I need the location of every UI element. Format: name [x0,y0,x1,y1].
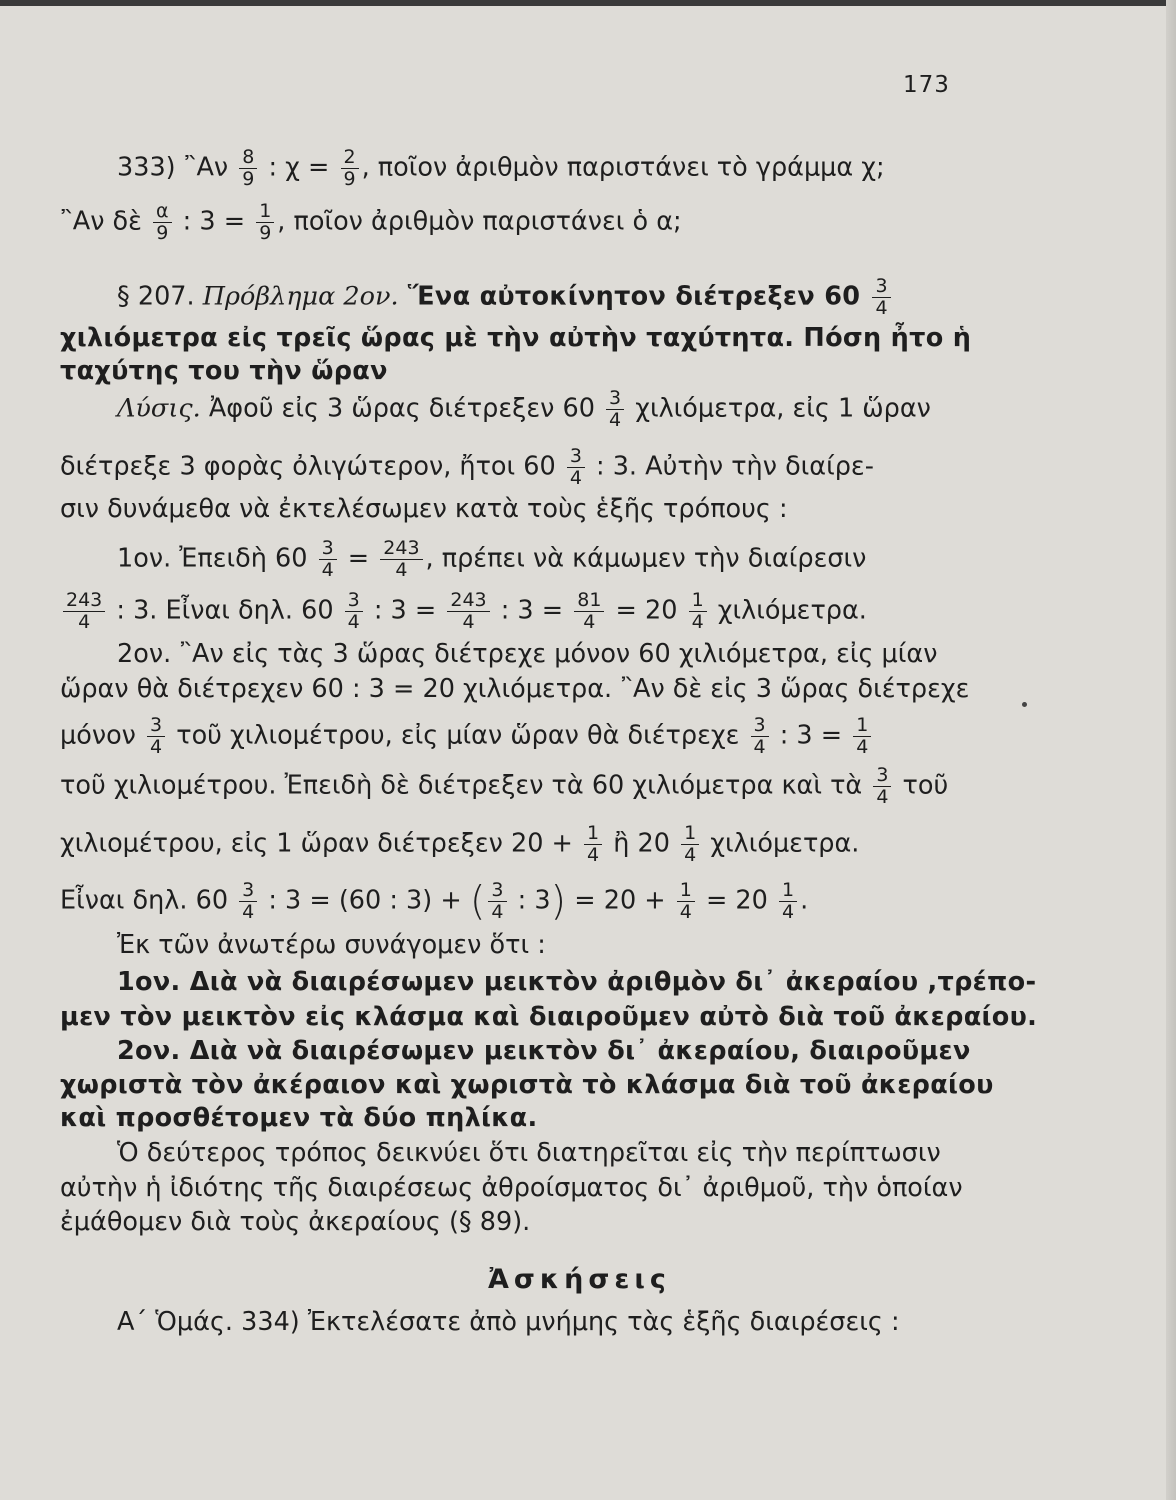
solution-line-2: διέτρεξε 3 φορὰς ὀλιγώτερον, ἤτοι 60 $\frac{3}{4}$ : 3. Αὐτὴν τὴν διαίρε- [60,445,874,489]
fraction: $\frac{3}{4}$ [751,715,769,758]
solution-line-3: σιν δυνάμεθα νὰ ἐκτελέσωμεν κατὰ τοὺς ἑξῆς τρόπους : [60,494,788,524]
fraction: $\frac{2}{9}$ [341,147,359,190]
fraction: $\frac{3}{4}$ [147,715,165,758]
fraction: $\frac{81}{4}$ [574,590,604,633]
remark-line-1: Ὁ δεύτερος τρόπος δεικνύει ὅτι διατηρεῖται εἰς τὴν περίπτωσιν [117,1138,941,1168]
fraction: $\frac{8}{9}$ [239,147,257,190]
remark-line-2: αὐτὴν ἡ ἰδιότης τῆς διαιρέσεως ἀθροίσματος δι᾽ ἀριθμοῦ, τὴν ὁποίαν [60,1173,963,1203]
fraction: $\frac{3}{4}$ [873,765,891,808]
fraction: $\frac{3}{4}$ [239,880,257,923]
fraction: $\frac{3}{4}$ [319,538,337,581]
fraction: $\frac{1}{9}$ [256,201,274,244]
ink-speck [1022,702,1027,707]
problem-333-line-2: ῍Αν δὲ $\frac{\alpha}{9}$ : 3 = $\frac{1}{9}$ , ποῖον ἀριθμὸν παριστάνει ὁ α; [60,200,682,244]
page-number: 173 [903,72,950,98]
remark-line-3: ἐμάθομεν διὰ τοὺς ἀκεραίους (§ 89). [60,1207,531,1237]
rule-2-line-1: 2ον. Διὰ νὰ διαιρέσωμεν μεικτὸν δι᾽ ἀκεραίου, διαιροῦμεν [117,1036,971,1066]
method-2-line-5: χιλιομέτρου, εἰς 1 ὥραν διέτρεξεν 20 + $\frac{1}{4}$ ἢ 20 $\frac{1}{4}$ χιλιόμετρα. [60,822,860,866]
fraction: $\frac{1}{4}$ [584,823,602,866]
fraction: $\frac{243}{4}$ [380,538,422,581]
scan-top-edge [0,0,1176,6]
method-2-line-1: 2ον. ῍Αν εἰς τὰς 3 ὥρας διέτρεχε μόνον 60 χιλιόμετρα, εἰς μίαν [117,639,938,669]
fraction: $\frac{1}{4}$ [853,715,871,758]
solution-line-1: Λύσις. Ἀφοῦ εἰς 3 ὥρας διέτρεξεν 60 $\frac{3}{4}$ χιλιόμετρα, εἰς 1 ὥραν [117,387,931,431]
fraction: $\frac{1}{4}$ [689,590,707,633]
method-2-line-6: Εἶναι δηλ. 60 $\frac{3}{4}$ : 3 = (60 : 3) + ( $\frac{3}{4}$ : 3) = 20 + $\frac{1}{4}$ = 20 $\frac{1}{4}$ . [60,878,809,925]
rule-2-line-2: χωριστὰ τὸν ἀκέραιον καὶ χωριστὰ τὸ κλάσμα διὰ τοῦ ἀκεραίου [60,1070,994,1100]
fraction: $\frac{\alpha}{9}$ [153,201,172,244]
section-207-heading: § 207. Πρόβλημα 2ον. Ἕνα αὐτοκίνητον διέτρεξεν 60 $\frac{3}{4}$ [117,276,894,319]
fraction: $\frac{3}{4}$ [345,590,363,633]
method-2-line-2: ὥραν θὰ διέτρεχεν 60 : 3 = 20 χιλιόμετρα. ῍Αν δὲ εἰς 3 ὥρας διέτρεχε [60,674,970,704]
scan-right-edge [1166,0,1176,1500]
rule-2-line-3: καὶ προσθέτομεν τὰ δύο πηλίκα. [60,1103,538,1133]
fraction: $\frac{243}{4}$ [63,590,105,633]
fraction: $\frac{1}{4}$ [677,880,695,923]
fraction: $\frac{3}{4}$ [488,880,506,923]
exercise-334-line: Α΄ Ὁμάς. 334) Ἐκτελέσατε ἀπὸ μνήμης τὰς ἑξῆς διαιρέσεις : [117,1307,900,1337]
fraction: $\frac{1}{4}$ [681,823,699,866]
problem-333-line-1: 333) ῍Αν $\frac{8}{9}$ : χ = $\frac{2}{9}$ , ποῖον ἀριθμὸν παριστάνει τὸ γράμμα χ; [117,146,885,190]
fraction: $\frac{3}{4}$ [567,446,585,489]
rule-1-line-1: 1ον. Διὰ νὰ διαιρέσωμεν μεικτὸν ἀριθμὸν δι᾽ ἀκεραίου ,τρέπο- [117,967,1037,997]
rule-1-line-2: μεν τὸν μεικτὸν εἰς κλάσμα καὶ διαιροῦμεν αὐτὸ διὰ τοῦ ἀκεραίου. [60,1002,1038,1032]
exercises-heading: Ἀσκήσεις [488,1264,671,1295]
method-1-line-2: $\frac{243}{4}$ : 3. Εἶναι δηλ. 60 $\frac{3}{4}$ : 3 = $\frac{243}{4}$ : 3 = $\frac{81}{4}$ = 20 $\frac{1}{4}$ χιλιόμετρα. [60,590,867,633]
fraction: $\frac{1}{4}$ [779,880,797,923]
section-207-line-3: ταχύτης του τὴν ὥραν [60,356,388,386]
fraction: $\frac{3}{4}$ [872,276,890,319]
method-2-line-3: μόνον $\frac{3}{4}$ τοῦ χιλιομέτρου, εἰς μίαν ὥραν θὰ διέτρεχε $\frac{3}{4}$ : 3 = $\frac{1}{4}$ [60,715,874,758]
fraction: $\frac{3}{4}$ [606,388,624,431]
section-207-line-2: χιλιόμετρα εἰς τρεῖς ὥρας μὲ τὴν αὐτὴν ταχύτητα. Πόση ἦτο ἡ [60,323,972,353]
method-2-line-4: τοῦ χιλιομέτρου. Ἐπειδὴ δὲ διέτρεξεν τὰ 60 χιλιόμετρα καὶ τὰ $\frac{3}{4}$ τοῦ [60,764,949,808]
method-1-line-1: 1ον. Ἐπειδὴ 60 $\frac{3}{4}$ = $\frac{243}{4}$ , πρέπει νὰ κάμωμεν τὴν διαίρεσιν [117,537,867,581]
conclusion-intro: Ἐκ τῶν ἀνωτέρω συνάγομεν ὅτι : [117,930,546,960]
fraction: $\frac{243}{4}$ [447,590,489,633]
